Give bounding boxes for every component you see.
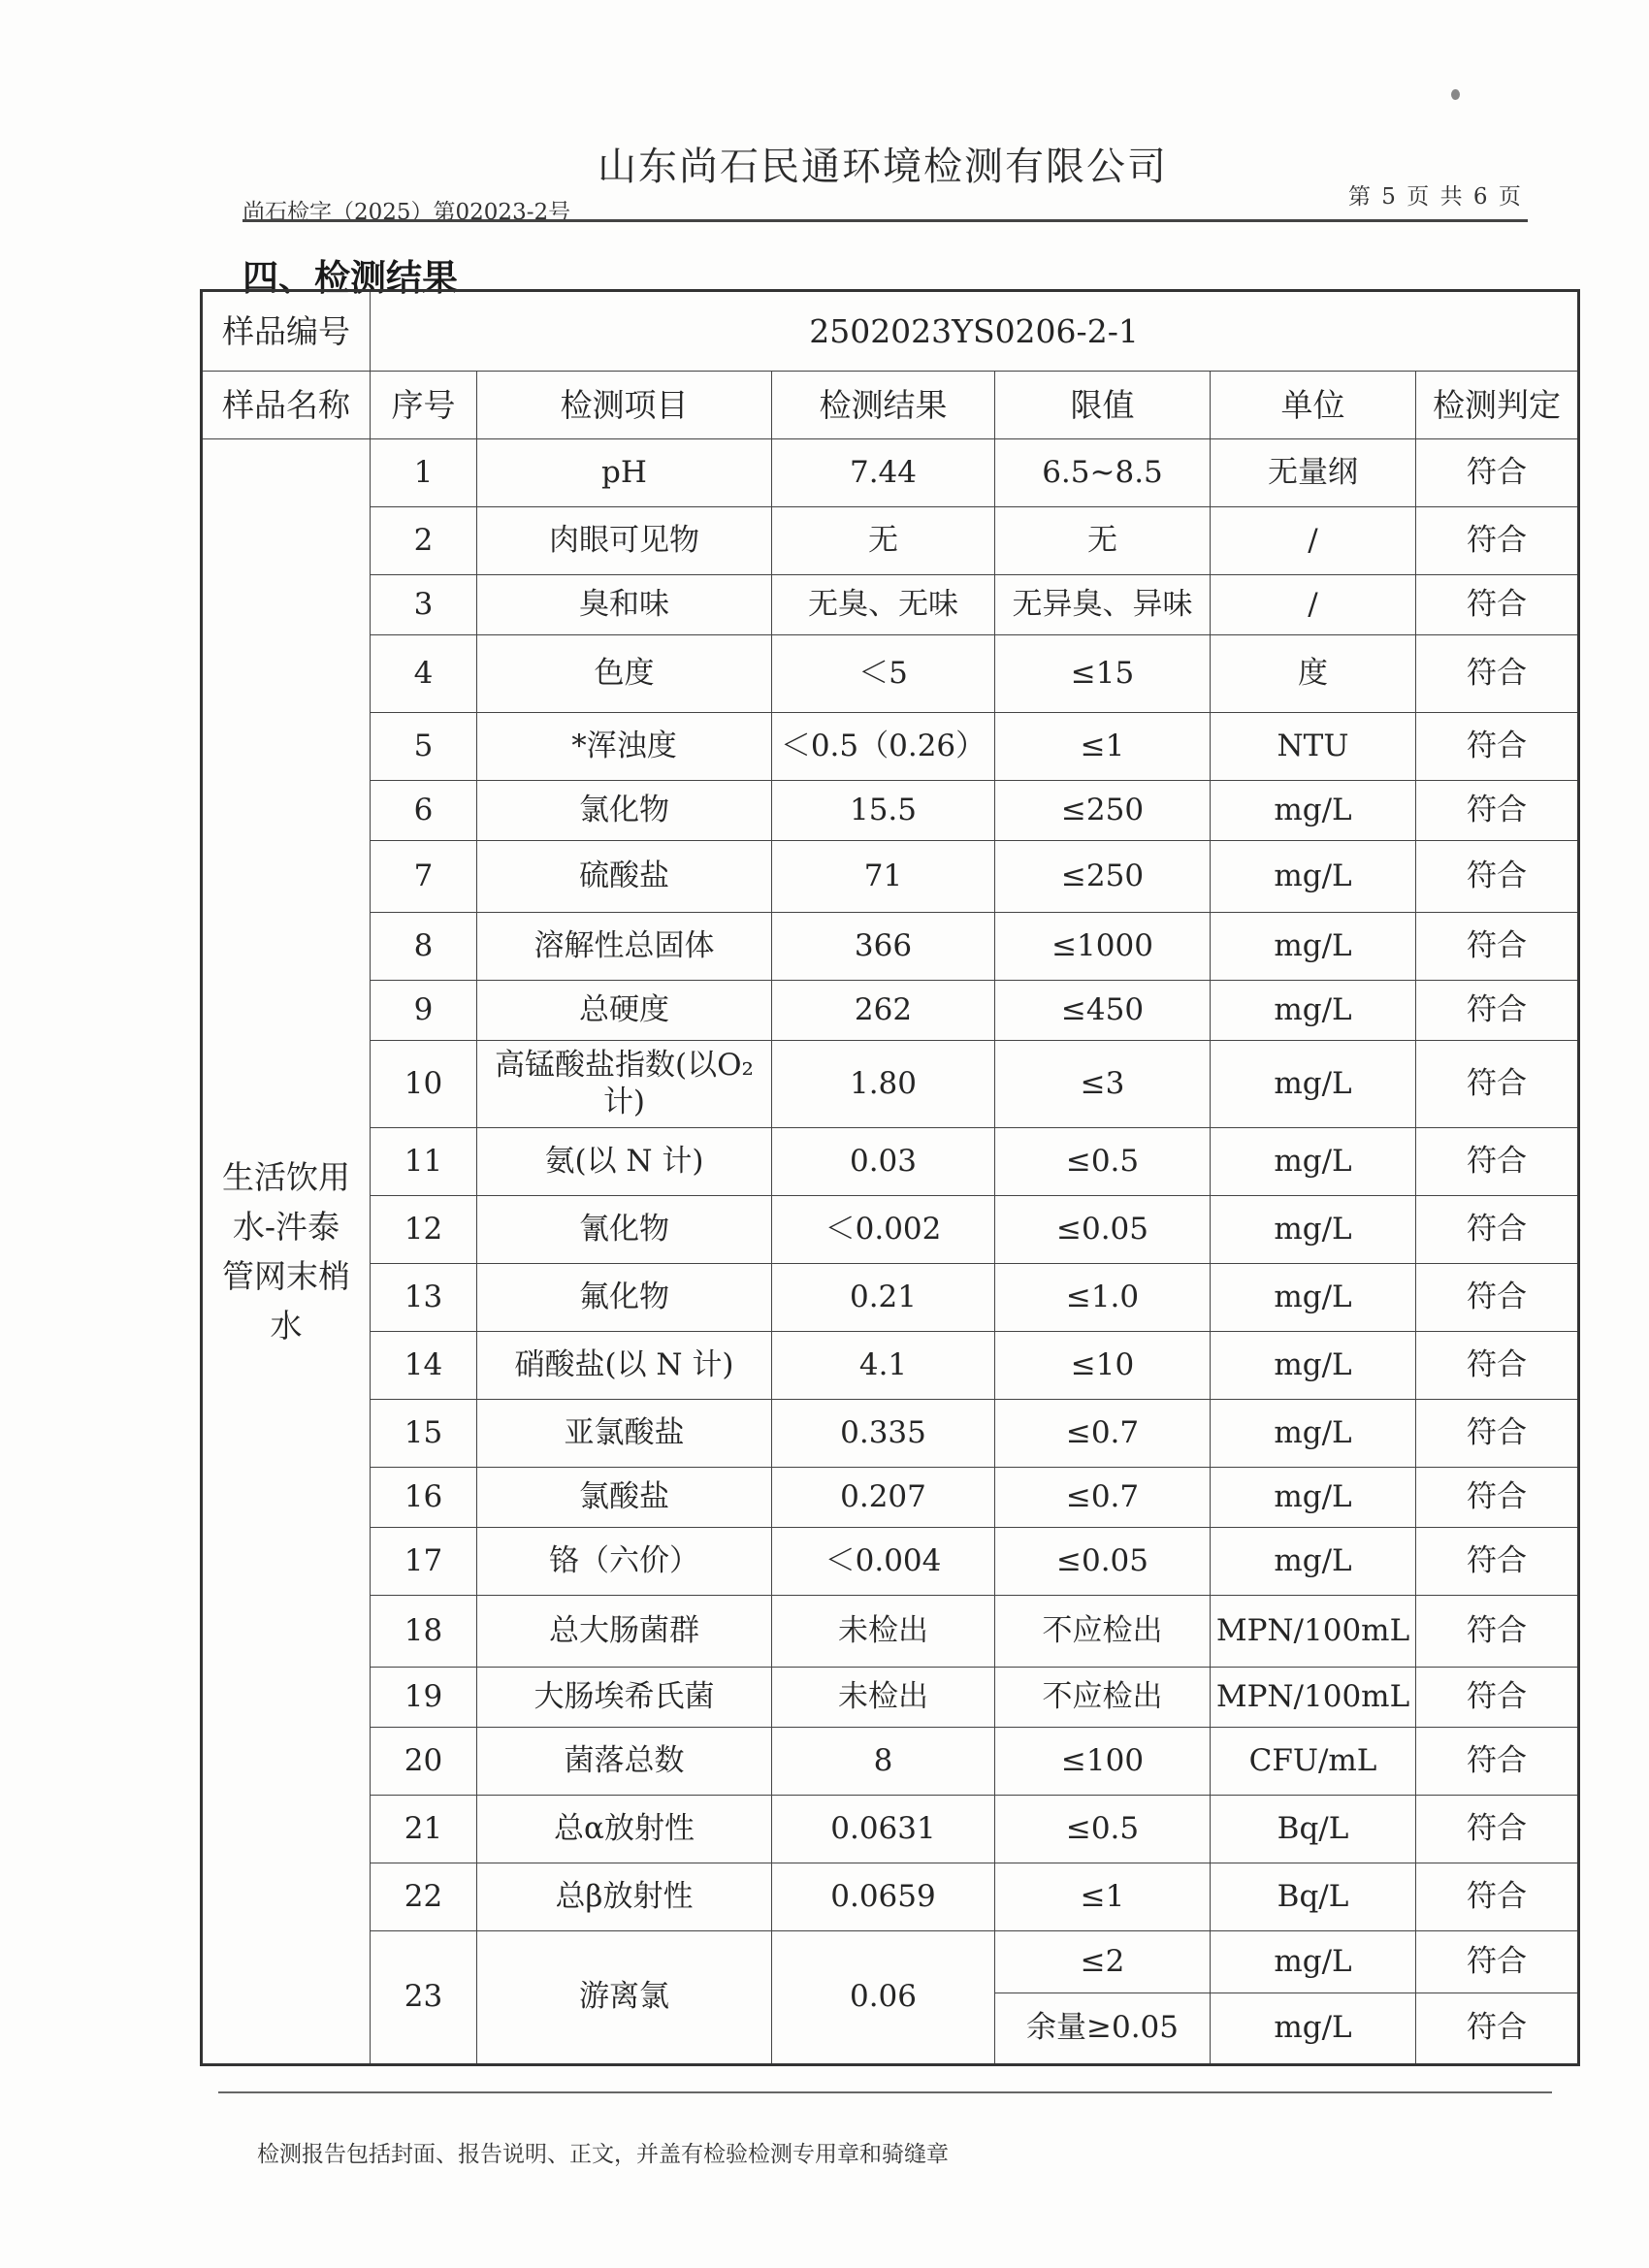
- unit-cell: mg/L: [1211, 1041, 1416, 1128]
- row-number-cell: 14: [371, 1332, 477, 1400]
- row-number-cell: 23: [371, 1931, 477, 2065]
- row-number-cell: 1: [371, 439, 477, 507]
- limit-cell: ≤250: [995, 841, 1211, 913]
- test-result-cell: 无臭、无味: [772, 575, 995, 635]
- unit-cell: mg/L: [1211, 781, 1416, 841]
- judgement-cell: 符合: [1416, 1728, 1579, 1796]
- table-row: [202, 1528, 1579, 1596]
- test-result-cell: ＜0.004: [772, 1528, 995, 1596]
- test-item-cell: 高锰酸盐指数(以O₂计): [477, 1041, 772, 1128]
- test-item-cell: 硝酸盐(以 N 计): [477, 1332, 772, 1400]
- row-number-cell: 17: [371, 1528, 477, 1596]
- unit-cell: mg/L: [1211, 1931, 1416, 1993]
- row-number-cell: 22: [371, 1863, 477, 1931]
- judgement-cell: 符合: [1416, 841, 1579, 913]
- test-item-cell: 铬（六价）: [477, 1528, 772, 1596]
- limit-cell: ≤3: [995, 1041, 1211, 1128]
- table-row: [202, 1596, 1579, 1668]
- limit-cell: 无: [995, 507, 1211, 575]
- table-row: [202, 1863, 1579, 1931]
- unit-cell: MPN/100mL: [1211, 1668, 1416, 1728]
- sample-name-cell: 生活饮用水-汼泰管网末梢水: [202, 439, 371, 2065]
- table-row: [202, 981, 1579, 1041]
- row-number-cell: 7: [371, 841, 477, 913]
- test-result-cell: ＜5: [772, 635, 995, 713]
- row-number-cell: 9: [371, 981, 477, 1041]
- test-result-cell: ＜0.002: [772, 1196, 995, 1264]
- row-number-cell: 16: [371, 1468, 477, 1528]
- table-row: [202, 1796, 1579, 1863]
- row-number-cell: 21: [371, 1796, 477, 1863]
- table-row: [202, 1264, 1579, 1332]
- unit-cell: /: [1211, 507, 1416, 575]
- test-item-cell: *浑浊度: [477, 713, 772, 781]
- sample-id-label: 样品编号: [202, 291, 371, 372]
- judgement-cell: 符合: [1416, 1264, 1579, 1332]
- test-item-cell: 总大肠菌群: [477, 1596, 772, 1668]
- row-number-cell: 10: [371, 1041, 477, 1128]
- limit-cell: ≤250: [995, 781, 1211, 841]
- unit-cell: mg/L: [1211, 1264, 1416, 1332]
- limit-cell: ≤0.05: [995, 1196, 1211, 1264]
- table-row: [202, 575, 1579, 635]
- row-number-cell: 18: [371, 1596, 477, 1668]
- unit-cell: mg/L: [1211, 1528, 1416, 1596]
- limit-cell: ≤1.0: [995, 1264, 1211, 1332]
- limit-cell: ≤2: [995, 1931, 1211, 1993]
- test-item-cell: 亚氯酸盐: [477, 1400, 772, 1468]
- test-item-cell: 硫酸盐: [477, 841, 772, 913]
- table-row: [202, 1668, 1579, 1728]
- row-number-cell: 8: [371, 913, 477, 981]
- test-result-cell: 0.335: [772, 1400, 995, 1468]
- test-result-cell: 0.21: [772, 1264, 995, 1332]
- test-item-cell: 氯酸盐: [477, 1468, 772, 1528]
- column-header-row: [202, 372, 1579, 439]
- row-number-cell: 3: [371, 575, 477, 635]
- company-name: 山东尚石民通环境检测有限公司: [598, 145, 1168, 189]
- test-item-cell: 肉眼可见物: [477, 507, 772, 575]
- unit-cell: CFU/mL: [1211, 1728, 1416, 1796]
- test-result-cell: 1.80: [772, 1041, 995, 1128]
- column-header: 检测结果: [772, 372, 995, 439]
- test-result-cell: 15.5: [772, 781, 995, 841]
- test-result-cell: 7.44: [772, 439, 995, 507]
- limit-cell: ≤1: [995, 713, 1211, 781]
- row-number-cell: 19: [371, 1668, 477, 1728]
- test-result-cell: 0.03: [772, 1128, 995, 1196]
- limit-cell: ≤1: [995, 1863, 1211, 1931]
- test-item-cell: pH: [477, 439, 772, 507]
- judgement-cell: 符合: [1416, 1332, 1579, 1400]
- table-row: [202, 841, 1579, 913]
- judgement-cell: 符合: [1416, 781, 1579, 841]
- test-result-cell: 366: [772, 913, 995, 981]
- column-header: 检测项目: [477, 372, 772, 439]
- judgement-cell: 符合: [1416, 1528, 1579, 1596]
- limit-cell: ≤15: [995, 635, 1211, 713]
- judgement-cell: 符合: [1416, 507, 1579, 575]
- unit-cell: mg/L: [1211, 841, 1416, 913]
- column-header: 样品名称: [202, 372, 371, 439]
- test-item-cell: 氯化物: [477, 781, 772, 841]
- limit-cell: ≤100: [995, 1728, 1211, 1796]
- judgement-cell: 符合: [1416, 1993, 1579, 2065]
- judgement-cell: 符合: [1416, 1468, 1579, 1528]
- unit-cell: NTU: [1211, 713, 1416, 781]
- judgement-cell: 符合: [1416, 1931, 1579, 1993]
- test-item-cell: 菌落总数: [477, 1728, 772, 1796]
- test-item-cell: 色度: [477, 635, 772, 713]
- table-row: [202, 439, 1579, 507]
- row-number-cell: 15: [371, 1400, 477, 1468]
- judgement-cell: 符合: [1416, 1796, 1579, 1863]
- limit-cell: ≤0.05: [995, 1528, 1211, 1596]
- section-title: 四、检测结果: [242, 256, 458, 299]
- test-result-cell: 0.06: [772, 1931, 995, 2065]
- test-item-cell: 总硬度: [477, 981, 772, 1041]
- test-result-cell: 无: [772, 507, 995, 575]
- table-row: [202, 913, 1579, 981]
- test-result-cell: 4.1: [772, 1332, 995, 1400]
- column-header: 序号: [371, 372, 477, 439]
- unit-cell: mg/L: [1211, 1332, 1416, 1400]
- table-row: [202, 781, 1579, 841]
- judgement-cell: 符合: [1416, 913, 1579, 981]
- table-row: [202, 507, 1579, 575]
- judgement-cell: 符合: [1416, 439, 1579, 507]
- judgement-cell: 符合: [1416, 981, 1579, 1041]
- unit-cell: mg/L: [1211, 1468, 1416, 1528]
- table-row: [202, 713, 1579, 781]
- test-item-cell: 大肠埃希氏菌: [477, 1668, 772, 1728]
- table-row: [202, 1400, 1579, 1468]
- limit-cell: ≤0.5: [995, 1796, 1211, 1863]
- column-header: 限值: [995, 372, 1211, 439]
- footer-divider: [218, 2091, 1552, 2093]
- judgement-cell: 符合: [1416, 1196, 1579, 1264]
- judgement-cell: 符合: [1416, 1128, 1579, 1196]
- result-table: [200, 289, 1580, 2066]
- row-number-cell: 4: [371, 635, 477, 713]
- unit-cell: mg/L: [1211, 981, 1416, 1041]
- table-row: [202, 1128, 1579, 1196]
- judgement-cell: 符合: [1416, 713, 1579, 781]
- limit-cell: 不应检出: [995, 1668, 1211, 1728]
- table-row: [202, 1468, 1579, 1528]
- table-row: [202, 1332, 1579, 1400]
- unit-cell: mg/L: [1211, 1196, 1416, 1264]
- test-item-cell: 臭和味: [477, 575, 772, 635]
- table-row: [202, 1931, 1579, 1993]
- unit-cell: 无量纲: [1211, 439, 1416, 507]
- report-number: 尚石检字（2025）第02023-2号: [242, 200, 571, 225]
- test-result-cell: 未检出: [772, 1596, 995, 1668]
- limit-cell: 余量≥0.05: [995, 1993, 1211, 2065]
- header-divider: [242, 219, 1528, 222]
- unit-cell: /: [1211, 575, 1416, 635]
- limit-cell: ≤0.7: [995, 1468, 1211, 1528]
- test-result-cell: ＜0.5（0.26）: [772, 713, 995, 781]
- test-item-cell: 总α放射性: [477, 1796, 772, 1863]
- limit-cell: 6.5~8.5: [995, 439, 1211, 507]
- test-result-cell: 未检出: [772, 1668, 995, 1728]
- row-number-cell: 12: [371, 1196, 477, 1264]
- test-result-cell: 8: [772, 1728, 995, 1796]
- table-row: [202, 1041, 1579, 1128]
- footer-note: 检测报告包括封面、报告说明、正文，并盖有检验检测专用章和骑缝章: [257, 2142, 949, 2167]
- limit-cell: ≤450: [995, 981, 1211, 1041]
- row-number-cell: 5: [371, 713, 477, 781]
- test-result-cell: 262: [772, 981, 995, 1041]
- limit-cell: 不应检出: [995, 1596, 1211, 1668]
- column-header: 检测判定: [1416, 372, 1579, 439]
- test-item-cell: 氨(以 N 计): [477, 1128, 772, 1196]
- unit-cell: 度: [1211, 635, 1416, 713]
- scan-speck: [1451, 89, 1460, 100]
- sample-id-row: [202, 291, 1579, 372]
- judgement-cell: 符合: [1416, 1668, 1579, 1728]
- page-number: 第 5 页 共 6 页: [1348, 184, 1523, 210]
- limit-cell: ≤1000: [995, 913, 1211, 981]
- row-number-cell: 6: [371, 781, 477, 841]
- unit-cell: MPN/100mL: [1211, 1596, 1416, 1668]
- unit-cell: mg/L: [1211, 913, 1416, 981]
- test-result-cell: 0.0631: [772, 1796, 995, 1863]
- judgement-cell: 符合: [1416, 635, 1579, 713]
- row-number-cell: 11: [371, 1128, 477, 1196]
- test-item-cell: 氟化物: [477, 1264, 772, 1332]
- judgement-cell: 符合: [1416, 575, 1579, 635]
- judgement-cell: 符合: [1416, 1863, 1579, 1931]
- test-item-cell: 氰化物: [477, 1196, 772, 1264]
- table-row: [202, 1196, 1579, 1264]
- test-result-cell: 0.0659: [772, 1863, 995, 1931]
- unit-cell: mg/L: [1211, 1993, 1416, 2065]
- test-result-cell: 0.207: [772, 1468, 995, 1528]
- test-item-cell: 游离氯: [477, 1931, 772, 2065]
- judgement-cell: 符合: [1416, 1400, 1579, 1468]
- table-row: [202, 1728, 1579, 1796]
- table-row: [202, 635, 1579, 713]
- unit-cell: mg/L: [1211, 1400, 1416, 1468]
- judgement-cell: 符合: [1416, 1041, 1579, 1128]
- limit-cell: 无异臭、异味: [995, 575, 1211, 635]
- test-item-cell: 总β放射性: [477, 1863, 772, 1931]
- sample-id-value: 2502023YS0206-2-1: [371, 291, 1579, 372]
- limit-cell: ≤0.7: [995, 1400, 1211, 1468]
- test-item-cell: 溶解性总固体: [477, 913, 772, 981]
- judgement-cell: 符合: [1416, 1596, 1579, 1668]
- unit-cell: Bq/L: [1211, 1863, 1416, 1931]
- column-header: 单位: [1211, 372, 1416, 439]
- limit-cell: ≤10: [995, 1332, 1211, 1400]
- unit-cell: mg/L: [1211, 1128, 1416, 1196]
- limit-cell: ≤0.5: [995, 1128, 1211, 1196]
- row-number-cell: 20: [371, 1728, 477, 1796]
- test-result-cell: 71: [772, 841, 995, 913]
- unit-cell: Bq/L: [1211, 1796, 1416, 1863]
- row-number-cell: 13: [371, 1264, 477, 1332]
- row-number-cell: 2: [371, 507, 477, 575]
